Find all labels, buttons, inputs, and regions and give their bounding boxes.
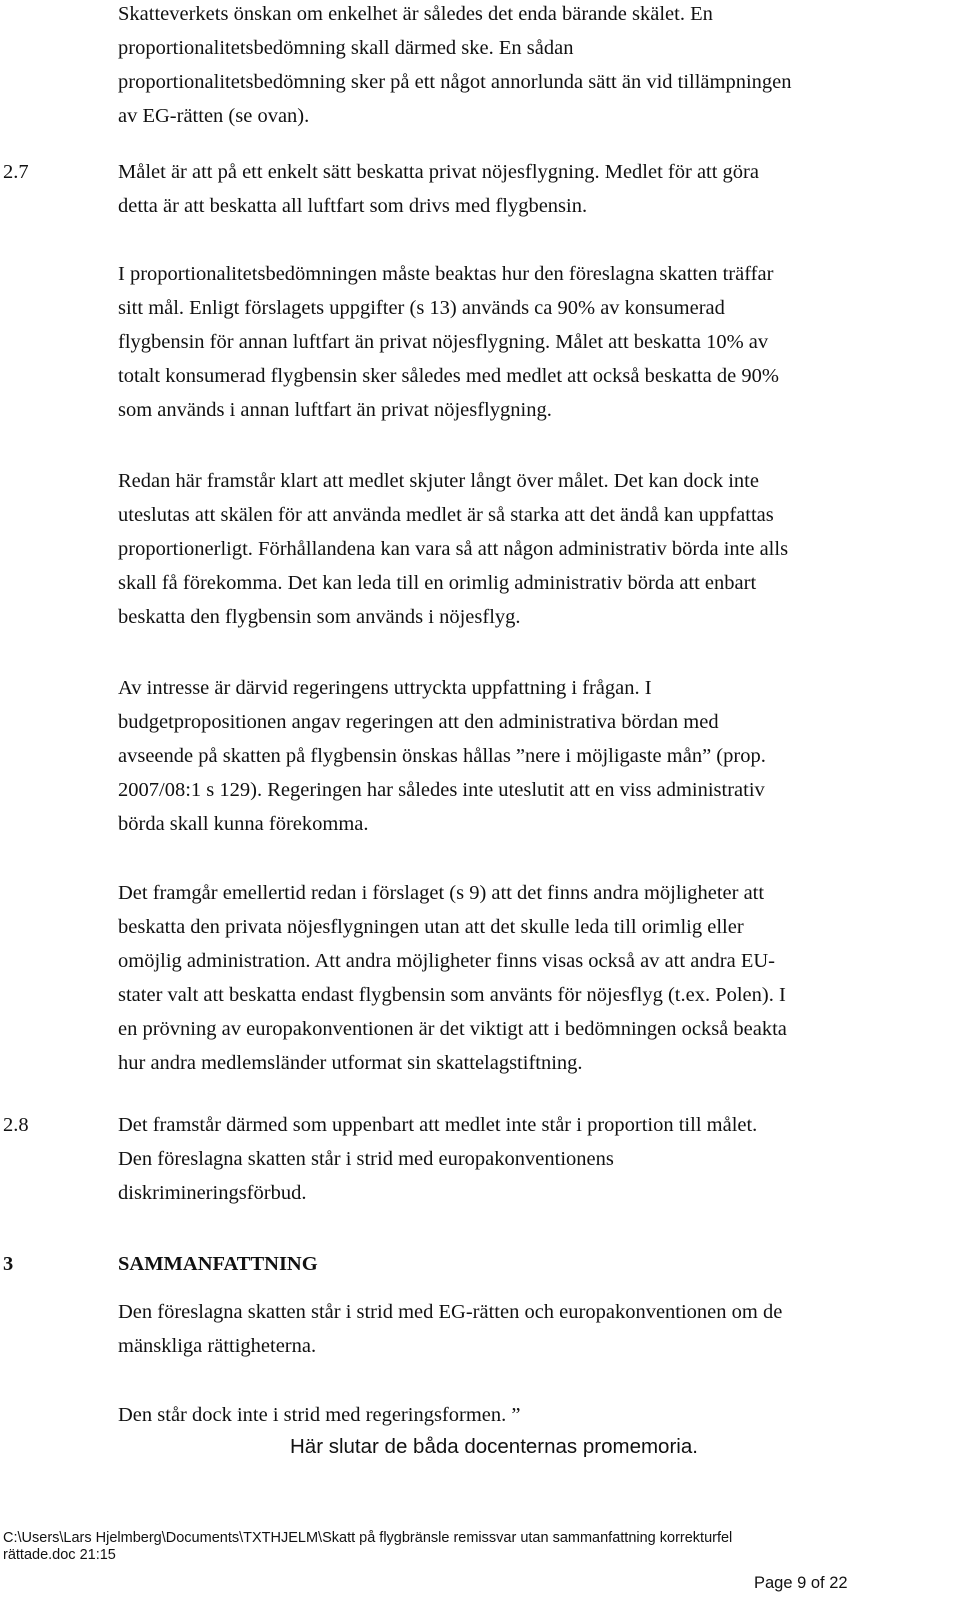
paragraph-constitution [118,1398,938,1432]
section-2-8-text [118,1108,938,1210]
text-line: Målet är att på ett enkelt sätt beskatta privat nöjesflygning. Medlet för att göra [118,161,759,183]
text-line: sitt mål. Enligt förslagets uppgifter (s 13) används ca 90% av konsumerad [118,297,725,319]
text-line: Av intresse är därvid regeringens uttryckta uppfattning i frågan. I [118,677,652,699]
text-line: av EG-rätten (se ovan). [118,105,310,127]
paragraph-overshoot [118,464,938,634]
paragraph-other-options [118,876,938,1080]
paragraph-summary [118,1295,938,1363]
text-line: beskatta den privata nöjesflygningen utan att det skulle leda till orimlig eller [118,916,744,938]
section-heading-sammanfattning: SAMMANFATTNING [118,1253,318,1275]
text-line: omöjlig administration. Att andra möjligheter finns visas också av att andra EU- [118,950,775,972]
section-number-2-8: 2.8 [3,1114,29,1136]
text-line: beskatta den flygbensin som används i nöjesflyg. [118,606,521,628]
text-line: Den föreslagna skatten står i strid med europakonventionens [118,1148,614,1170]
text-line: Den föreslagna skatten står i strid med EG-rätten och europakonventionen om de [118,1301,783,1323]
text-line: Det framgår emellertid redan i förslaget (s 9) att det finns andra möjligheter att [118,882,765,904]
text-line: som används i annan luftfart än privat nöjesflygning. [118,399,552,421]
footer-path-line: C:\Users\Lars Hjelmberg\Documents\TXTHJELM\Skatt på flygbränsle remissvar utan sammanfattning korrekturfel [3,1530,733,1546]
section-number-3: 3 [3,1253,14,1275]
text-line: Den står dock inte i strid med regeringsformen. ” [118,1404,521,1426]
text-line: proportionerligt. Förhållandena kan vara så att någon administrativ börda inte alls [118,538,789,560]
section-number-2-7: 2.7 [3,161,29,183]
text-line: skall få förekomma. Det kan leda till en orimlig administrativ börda att enbart [118,572,757,594]
text-line: I proportionalitetsbedömningen måste beaktas hur den föreslagna skatten träffar [118,263,774,285]
footer-path-line: rättade.doc 21:15 [3,1547,116,1563]
paragraph-intro [118,0,938,133]
text-line: mänskliga rättigheterna. [118,1335,317,1357]
text-line: Redan här framstår klart att medlet skjuter långt över målet. Det kan dock inte [118,470,759,492]
text-line: stater valt att beskatta endast flygbensin som använts för nöjesflyg (t.ex. Polen). I [118,984,786,1006]
text-line: börda skall kunna förekomma. [118,813,369,835]
text-line: 2007/08:1 s 129). Regeringen har således inte uteslutit att en viss administrativ [118,779,765,801]
text-line: uteslutas att skälen för att använda medlet är så starka att det ändå kan uppfattas [118,504,774,526]
text-line: detta är att beskatta all luftfart som drivs med flygbensin. [118,195,588,217]
text-line: flygbensin för annan luftfart än privat nöjesflygning. Målet att beskatta 10% av [118,331,769,353]
paragraph-proportionality [118,257,938,427]
page-number: Page 9 of 22 [754,1574,848,1592]
text-line: budgetpropositionen angav regeringen att den administrativa bördan med [118,711,719,733]
text-line: avseende på skatten på flygbensin önskas hållas ”nere i möjligaste mån” (prop. [118,745,766,767]
text-line: proportionalitetsbedömning sker på ett något annorlunda sätt än vid tillämpningen [118,71,792,93]
text-line: totalt konsumerad flygbensin sker således med medlet att också beskatta de 90% [118,365,779,387]
paragraph-government-view [118,671,938,841]
footer-file-path [3,1530,903,1564]
text-line: proportionalitetsbedömning skall därmed ske. En sådan [118,37,574,59]
section-2-7-text [118,155,938,223]
text-line: Skatteverkets önskan om enkelhet är således det enda bärande skälet. En [118,3,713,25]
closing-statement: Här slutar de båda docenternas promemoria. [290,1435,698,1458]
text-line: en prövning av europakonventionen är det viktigt att i bedömningen också beakta [118,1018,787,1040]
text-line: hur andra medlemsländer utformat sin skattelagstiftning. [118,1052,583,1074]
text-line: Det framstår därmed som uppenbart att medlet inte står i proportion till målet. [118,1114,758,1136]
text-line: diskrimineringsförbud. [118,1182,307,1204]
